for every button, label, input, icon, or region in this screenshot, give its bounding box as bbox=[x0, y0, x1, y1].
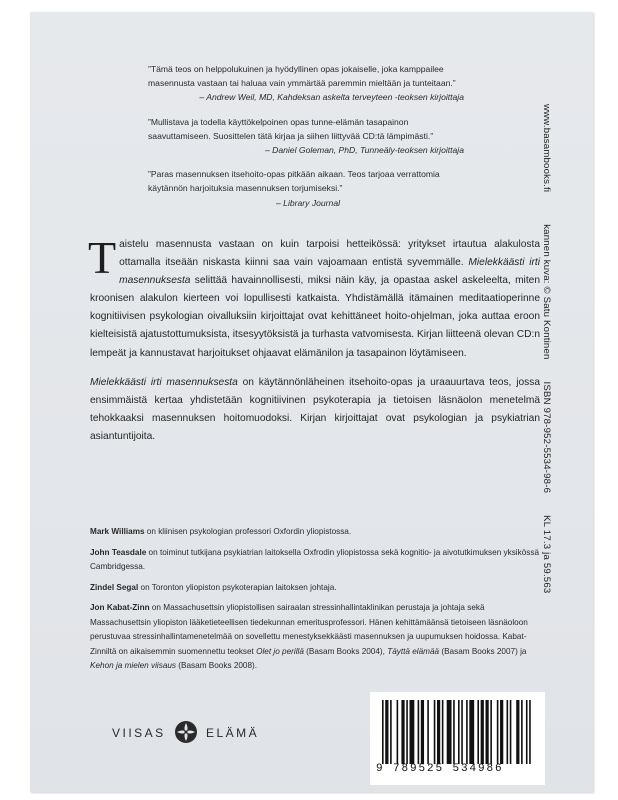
barcode-bar bbox=[427, 700, 429, 764]
quote-attribution: – Andrew Weil, MD, Kahdeksan askelta terveyteen -teoksen kirjoittaja bbox=[199, 92, 464, 103]
p2-text: on käytännönläheinen itsehoito-opas ja uraauurtava teos, jossa ensimmäistä kertaa yhdistetään kognitiivinen psykoterapia ja tietoisen läsnäolon menetelmä tehokkaaksi masennuksen hoitomuodoksi. Kirjan kirjoittajat ovat psykologian ja psykiatrian asiantuntijoita. bbox=[90, 376, 540, 442]
author-name: Jon Kabat-Zinn bbox=[90, 603, 150, 612]
quote-library-journal bbox=[148, 167, 468, 210]
author-name: Mark Williams bbox=[90, 527, 145, 536]
quote-daniel-goleman bbox=[148, 115, 468, 158]
barcode-bar bbox=[497, 700, 499, 764]
endorsement-quotes bbox=[148, 62, 468, 220]
barcode-bar bbox=[421, 700, 424, 764]
logo-word-viisas: VIISAS bbox=[112, 726, 166, 740]
book-title-tayttä-elamaa: Täyttä elämää bbox=[387, 646, 440, 656]
barcode-bar bbox=[485, 700, 488, 764]
barcode-bar bbox=[390, 700, 392, 764]
description-paragraph-1 bbox=[88, 232, 540, 363]
quote-text: ”Tämä teos on helppolukuinen ja hyödyllinen opas jokaiselle, joka kamppailee masennusta vastaan tai haluaa vain ymmärtää paremmin mieltään ja tunteitaan.” bbox=[148, 64, 456, 89]
barcode-bar bbox=[521, 700, 523, 764]
barcode-bar bbox=[385, 700, 388, 764]
spine-text-column bbox=[536, 104, 552, 594]
barcode-bar bbox=[409, 700, 414, 764]
barcode-bar bbox=[401, 700, 404, 764]
barcode-bar bbox=[526, 700, 528, 764]
barcode-bar bbox=[477, 700, 479, 764]
barcode-bar bbox=[434, 700, 436, 764]
barcode-bar bbox=[481, 700, 484, 764]
isbn-text: ISBN 978-952-5534-98-6 bbox=[541, 381, 552, 494]
description-paragraph-2 bbox=[90, 374, 540, 446]
author-bio-kabat-zinn bbox=[90, 601, 540, 674]
author-bio-end: (Basam Books 2008). bbox=[176, 661, 258, 670]
barcode-bar bbox=[453, 700, 455, 764]
barcode-bar bbox=[466, 700, 468, 764]
barcode-bar bbox=[516, 700, 519, 764]
quote-andrew-weil bbox=[148, 62, 468, 105]
author-bio-teasdale bbox=[90, 546, 540, 575]
barcode-bar bbox=[507, 700, 509, 764]
book-title-kehon-ja-mielen-viisaus: Kehon ja mielen viisaus bbox=[90, 661, 177, 670]
barcode-bar bbox=[382, 700, 384, 764]
author-bio: on kliinisen psykologian professori Oxfordin yliopistossa. bbox=[144, 527, 352, 536]
quote-attribution: – Daniel Goleman, PhD, Tunneäly-teoksen kirjoittaja bbox=[264, 145, 464, 156]
library-classification: KL 17.3 ja 59.563 bbox=[541, 515, 552, 594]
barcode-bar bbox=[500, 700, 503, 764]
barcode-bar bbox=[490, 700, 492, 764]
author-bio: on Massachusettsin yliopistollisen sairaalan stressinhallintaklinikan perustaja ja johtaja sekä Massachusettsin yliopiston lääketieteellisen tiedekunnan emeritusprofessori. Hänen kehittämäänsä tietoiseen läsnäoloon perustuvaa stressinhallintamenetelmää on sovellettu menestyksekkäästi masennuksen ja uupumuksen hoidossa. Kabat-Zinniltä on aikaisemmin suomennettu teokset bbox=[90, 603, 528, 656]
author-name: John Teasdale bbox=[90, 547, 147, 557]
drop-cap: T bbox=[88, 232, 117, 283]
lotus-emblem-icon bbox=[174, 720, 198, 744]
book-title-olet-jo-perilla: Olet jo perillä bbox=[256, 646, 304, 656]
publisher-website: www.basambooks.fi bbox=[541, 104, 552, 193]
author-bio-segal bbox=[90, 581, 540, 596]
author-bio-cont: (Basam Books 2004), bbox=[303, 646, 388, 656]
p1-book-title: Mielekkäästi irti masennuksesta bbox=[119, 257, 540, 287]
barcode-bar bbox=[469, 700, 474, 764]
p2-book-title: Mielekkäästi irti masennuksesta bbox=[90, 376, 238, 388]
p1-text-a: aistelu masennusta vastaan on kuin tarpoisi hetteikössä: yritykset irtautua alakulosta ottamalla itseään niskasta kiinni saa vain vajoamaan entistä syvemmälle. bbox=[119, 239, 540, 269]
barcode-bar bbox=[437, 700, 440, 764]
barcode-bar bbox=[529, 700, 531, 764]
barcode-bar bbox=[461, 700, 463, 764]
barcode-bar bbox=[510, 700, 512, 764]
book-back-cover bbox=[30, 12, 593, 792]
logo-word-elama: ELÄMÄ bbox=[206, 726, 260, 740]
quote-attribution: – Library Journal bbox=[276, 197, 341, 208]
barcode-bar bbox=[406, 700, 408, 764]
book-description bbox=[88, 232, 540, 457]
publisher-logo bbox=[112, 720, 352, 746]
barcode-bar bbox=[447, 700, 452, 764]
barcode-digits: 9 789525 534986 bbox=[376, 763, 504, 775]
author-name: Zindel Segal bbox=[90, 582, 139, 592]
author-bios bbox=[90, 525, 540, 680]
barcode-bars bbox=[382, 700, 534, 764]
barcode-bar bbox=[418, 700, 420, 764]
isbn-barcode bbox=[370, 692, 545, 785]
barcode-bar bbox=[397, 700, 399, 764]
author-bio-williams bbox=[90, 525, 540, 540]
barcode-bar bbox=[442, 700, 444, 764]
quote-text: ”Mullistava ja todella käyttökelpoinen opas tunne-elämän tasapainon saavuttamiseen. Suosittelen tätä kirjaa ja siihen liittyvää CD:tä lämpimästi.” bbox=[148, 116, 434, 141]
quote-text: ”Paras masennuksen itsehoito-opas pitkään aikaan. Teos tarjoaa verrattomia käytännön harjoituksia masennuksen torjumiseksi.” bbox=[148, 169, 440, 194]
author-bio-cont: (Basam Books 2007) ja bbox=[439, 646, 527, 656]
barcode-bar bbox=[458, 700, 460, 764]
p1-text-b: selittää havainnollisesti, miksi näin käy, ja opastaa askel askeleelta, miten kroonisen alakulon kierteen voi lopullisesti katkaista. Yhdistämällä itämainen meditaatioperinne kognitiivisen psykologian oivalluksiin kirjoittajat ovat kehittäneet hoito-ohjelman, joka auttaa eroon kielteisistä ajatustottumuksista, itsesyytöksistä ja turhasta vatvomisesta. Kirjan liitteenä olevan CD:n lempeät ja kannustavat harjoitukset ohjaavat elämänilon ja tasapainon löytämiseen. bbox=[90, 275, 540, 359]
cover-photo-credit: kannen kuva: © Satu Kontinen bbox=[541, 224, 552, 360]
author-bio: on Toronton yliopiston psykoterapian laitoksen johtaja. bbox=[138, 582, 337, 592]
author-bio: on toiminut tutkijana psykiatrian laitoksella Oxfrodin yliopistossa sekä kognitio- ja aivotutkimuksen yksikössä Cambridgessa. bbox=[90, 547, 540, 571]
